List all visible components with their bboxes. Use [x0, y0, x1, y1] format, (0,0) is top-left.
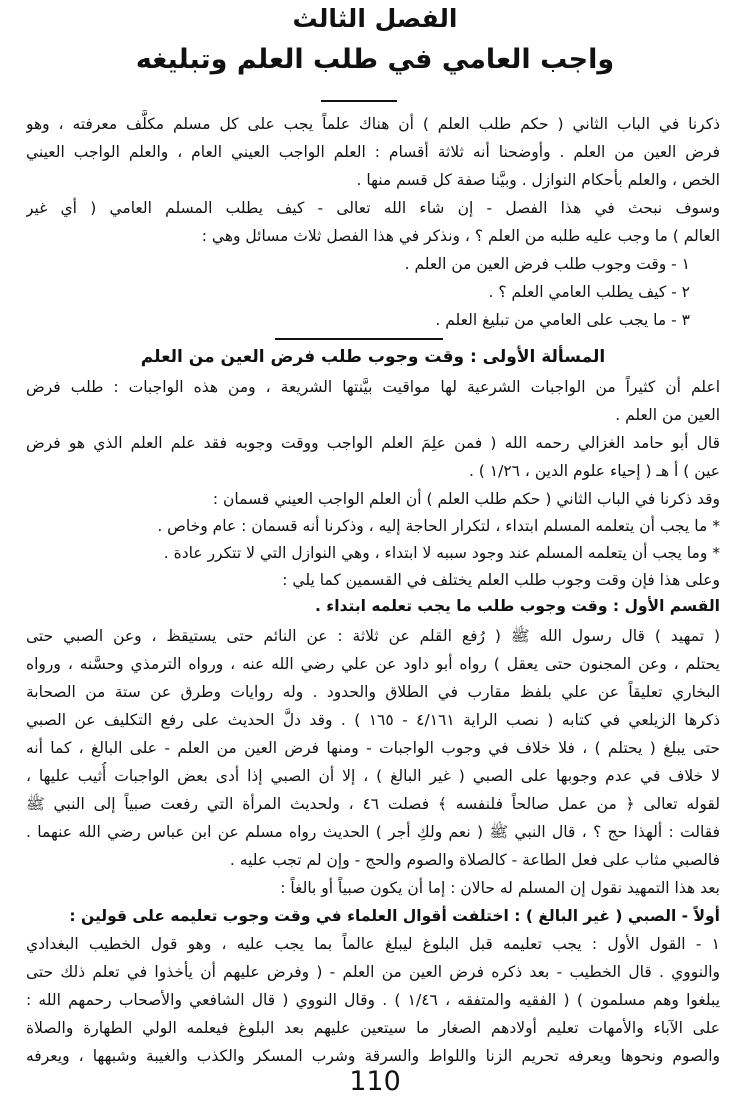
- body-line: * ما يجب أن يتعلمه المسلم ابتداء ، لتكرار الحاجة إليه ، وذكرنا أنه قسمان : عام وخاص .: [157, 517, 720, 535]
- part-line: أولاً - الصبي ( غير البالغ ) : اختلفت أقوال العلماء في وقت وجوب تعليمه على قولين :: [69, 907, 720, 925]
- intro-list-item: ١ - وقت وجوب طلب فرض العين من العلم .: [404, 255, 690, 273]
- body-line: اعلم أن كثيراً من الواجبات الشرعية لها مواقيت بيَّنتها الشريعة ، ومن هذه الواجبات : طلب فرض: [26, 378, 720, 396]
- part-line: يحتلم ، وعن المجنون حتى يعقل ) رواه أبو داود عن علي رضي الله عنه ، ورواه الترمذي وحسَّنه ، ورواه: [26, 655, 720, 673]
- chapter-heading: الفصل الثالث: [292, 4, 458, 33]
- part-line: فالصبي مثاب على فعل الطاعة - كالصلاة والصوم والحج - وإن لم تجب عليه .: [229, 851, 720, 869]
- intro-list-item: ٣ - ما يجب على العامي من تبليغ العلم .: [435, 311, 690, 329]
- part-line: ( تمهيد ) قال رسول الله ﷺ ( رُفع القلم عن ثلاثة : عن النائم حتى يستيقظ ، وعن الصبي حتى: [26, 627, 720, 645]
- body-line: وعلى هذا فإن وقت وجوب طلب العلم يختلف في القسمين كما يلي :: [282, 571, 720, 589]
- intro-list-item: ٢ - كيف يطلب العامي العلم ؟ .: [488, 283, 690, 301]
- intro-line: وسوف نبحث في هذا الفصل - إن شاء الله تعالى - كيف يطلب المسلم العامي ( أي غير: [26, 199, 720, 217]
- intro-line: الخص ، والعلم بأحكام النوازل . وبيَّنا صفة كل قسم منها .: [356, 171, 720, 189]
- body-line: * وما يجب أن يتعلمه المسلم عند وجود سببه لا ابتداء ، وهي النوازل التي لا تتكرر عادة .: [163, 544, 720, 562]
- body-line: عين ) أ هـ ( إحياء علوم الدين ، ١/٢٦ ) .: [468, 462, 720, 480]
- part-line: ١ - القول الأول : يجب تعليمه قبل البلوغ ليبلغ عالماً بما يجب عليه ، وهو قول الخطيب البغدادي: [26, 935, 720, 953]
- part-line: فقالت : ألهذا حج ؟ ، قال النبي ﷺ ( نعم ولكِ أجر ) الحديث رواه مسلم عن ابن عباس رضي الله عنهما .: [26, 823, 720, 841]
- part-one-title: القسم الأول : وقت وجوب طلب ما يجب تعلمه ابتداء .: [315, 597, 720, 615]
- section-title: المسألة الأولى : وقت وجوب طلب فرض العين من العلم: [140, 347, 606, 367]
- title-divider: [321, 100, 397, 102]
- part-line: على الآباء والأمهات تعليم أولادهم الصغار ما سيتعين عليهم بعد البلوغ فيعلمه الولي الطهارة والصلاة: [26, 1019, 720, 1037]
- part-line: ذكرها الزيلعي في كتابه ( نصب الراية ٤/١٦١ - ١٦٥ ) . وقد دلَّ الحديث على رفع التكليف عن الصبي: [26, 711, 720, 729]
- intro-line: ذكرنا في الباب الثاني ( حكم طلب العلم ) أن هناك علماً يجب على كل مسلم مكلَّف معرفته ، وهو: [26, 115, 720, 133]
- part-line: البخاري تعليقاً عن علي بلفظ مقارب في الطلاق والحدود . وله روايات وطرق عن ستة من الصحابة: [26, 683, 720, 701]
- intro-line: العالم ) ما وجب عليه طلبه من العلم ؟ ، ونذكر في هذا الفصل ثلاث مسائل وهي :: [201, 227, 720, 245]
- part-line: لقوله تعالى ﴿ من عمل صالحاً فلنفسه ﴾ فصلت ٤٦ ، ولحديث المرأة التي رفعت صبياً إلى النبي ﷺ: [26, 795, 720, 813]
- part-line: لا خلاف في عدم وجوبها على الصبي ( غير البالغ ) ، إلا أن الصبي إذا أدى بعض الواجبات أُثيب عليها ،: [26, 767, 720, 785]
- part-line: يبلغوا وهم مسلمون ) ( الفقيه والمتفقه ، ١/٤٦ ) . وقال النووي ( قال الشافعي والأصحاب رحمهم الله :: [26, 991, 720, 1009]
- chapter-title: واجب العامي في طلب العلم وتبليغه: [135, 44, 615, 75]
- section-divider: [275, 338, 443, 340]
- body-line: وقد ذكرنا في الباب الثاني ( حكم طلب العلم ) أن العلم الواجب العيني قسمان :: [212, 490, 720, 508]
- intro-line: فرض العين من العلم . وأوضحنا أنه ثلاثة أقسام : العلم الواجب العيني العام ، والعلم الواجب العيني: [26, 143, 720, 161]
- page-number: 110: [349, 1066, 401, 1097]
- part-line: بعد هذا التمهيد نقول إن المسلم له حالان : إما أن يكون صبياً أو بالغاً :: [280, 879, 720, 897]
- body-line: قال أبو حامد الغزالي رحمه الله ( فمن علِمَ العلم الواجب ووقت وجوبه فقد علم العلم الذي هو فرض: [26, 434, 720, 452]
- part-line: حتى يبلغ ( يحتلم ) ، فلا خلاف في وجوب الواجبات - ومنها فرض العين من العلم - على البالغ ، كما أنه: [26, 739, 720, 757]
- body-line: العين من العلم .: [615, 406, 720, 424]
- part-line: والنووي . قال الخطيب - بعد ذكره فرض العين من العلم - ( وفرض عليهم أن يأخذوا في تعلم ذلك حتى: [26, 963, 720, 981]
- part-line: والصوم ونحوها ويعرفه تحريم الزنا واللواط والسرقة وشرب المسكر والكذب والغيبة وشبهها ، ويعرفه: [26, 1047, 720, 1065]
